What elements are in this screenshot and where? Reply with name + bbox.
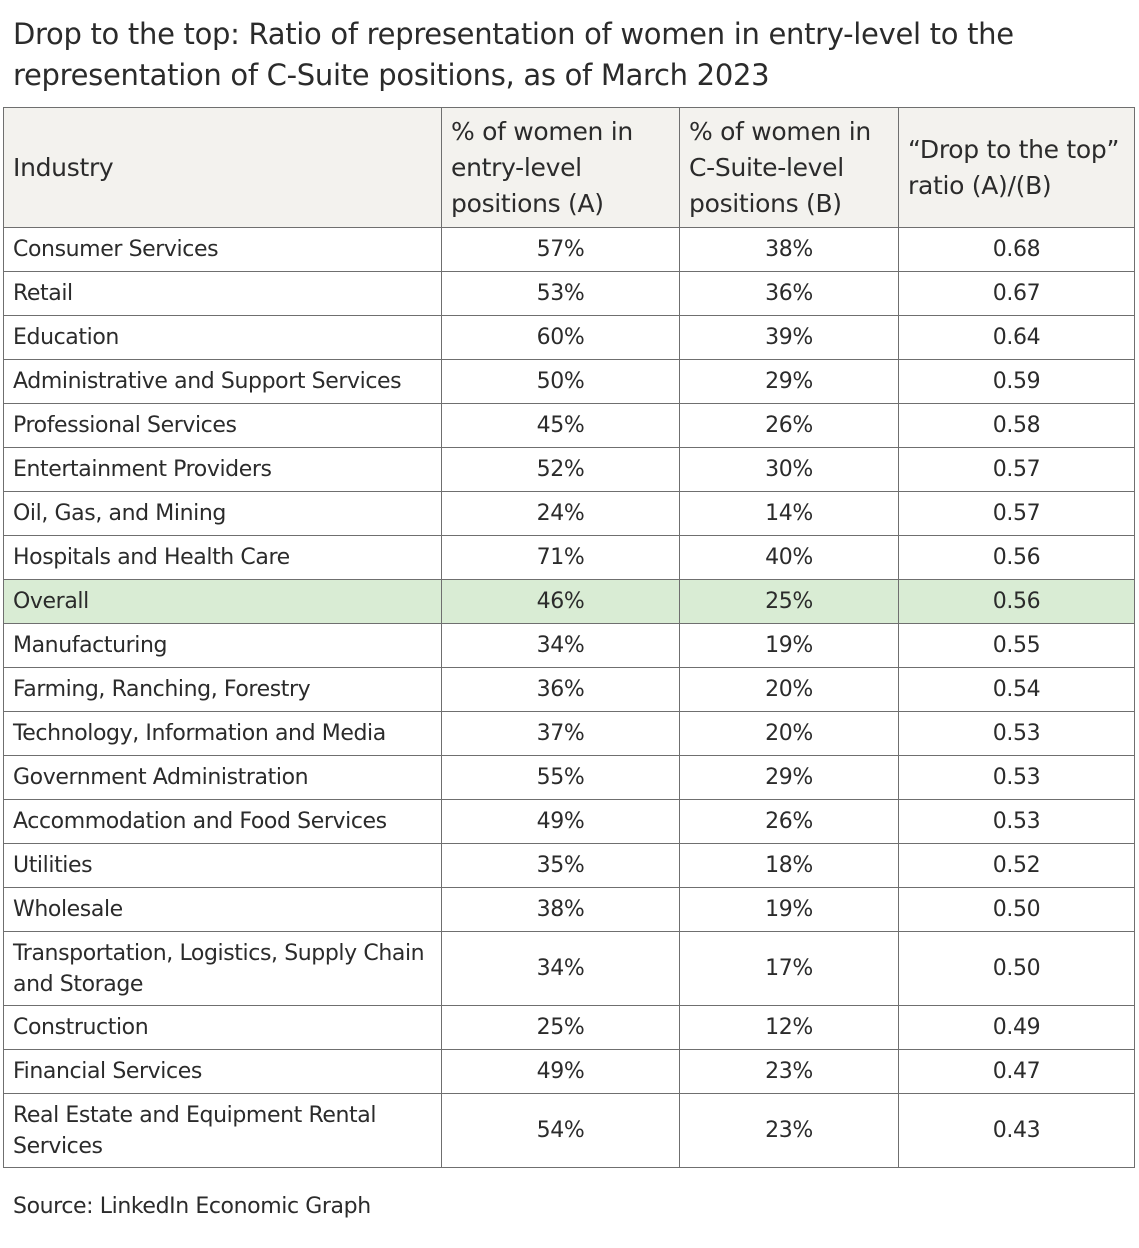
ratio-cell: 0.59	[899, 360, 1135, 404]
industry-cell: Professional Services	[4, 404, 442, 448]
table-row	[4, 712, 1135, 756]
ratio-cell: 0.68	[899, 228, 1135, 272]
industry-cell: Consumer Services	[4, 228, 442, 272]
industry-cell: Wholesale	[4, 888, 442, 932]
ratio-cell: 0.57	[899, 448, 1135, 492]
table-row	[4, 1050, 1135, 1094]
table-body	[4, 228, 1135, 1168]
industry-cell: Utilities	[4, 844, 442, 888]
ratio-cell: 0.49	[899, 1006, 1135, 1050]
entry-level-cell: 25%	[442, 1006, 680, 1050]
csuite-level-cell: 38%	[680, 228, 899, 272]
table-row	[4, 932, 1135, 1006]
table-row	[4, 1006, 1135, 1050]
industry-cell: Administrative and Support Services	[4, 360, 442, 404]
ratio-cell: 0.47	[899, 1050, 1135, 1094]
industry-cell: Retail	[4, 272, 442, 316]
column-header-ratio: “Drop to the top” ratio (A)/(B)	[899, 108, 1135, 228]
ratio-cell: 0.52	[899, 844, 1135, 888]
ratio-cell: 0.54	[899, 668, 1135, 712]
chart-title: Drop to the top: Ratio of representation of women in entry-level to the representation of C-Suite positions, as of March 2023	[13, 17, 1014, 92]
csuite-level-cell: 19%	[680, 624, 899, 668]
ratio-cell: 0.56	[899, 536, 1135, 580]
csuite-level-cell: 23%	[680, 1050, 899, 1094]
entry-level-cell: 46%	[442, 580, 680, 624]
entry-level-cell: 54%	[442, 1094, 680, 1168]
table-row	[4, 404, 1135, 448]
csuite-level-cell: 25%	[680, 580, 899, 624]
industry-cell: Entertainment Providers	[4, 448, 442, 492]
industry-cell: Farming, Ranching, Forestry	[4, 668, 442, 712]
ratio-cell: 0.57	[899, 492, 1135, 536]
csuite-level-cell: 12%	[680, 1006, 899, 1050]
csuite-level-cell: 29%	[680, 756, 899, 800]
table-row	[4, 316, 1135, 360]
entry-level-cell: 37%	[442, 712, 680, 756]
table-row	[4, 580, 1135, 624]
entry-level-cell: 71%	[442, 536, 680, 580]
table-row	[4, 800, 1135, 844]
table-row	[4, 844, 1135, 888]
csuite-level-cell: 18%	[680, 844, 899, 888]
csuite-level-cell: 19%	[680, 888, 899, 932]
entry-level-cell: 38%	[442, 888, 680, 932]
csuite-level-cell: 20%	[680, 712, 899, 756]
ratio-cell: 0.56	[899, 580, 1135, 624]
data-table	[3, 107, 1135, 1168]
csuite-level-cell: 36%	[680, 272, 899, 316]
ratio-cell: 0.55	[899, 624, 1135, 668]
table-row	[4, 888, 1135, 932]
entry-level-cell: 60%	[442, 316, 680, 360]
industry-cell: Overall	[4, 580, 442, 624]
ratio-cell: 0.50	[899, 888, 1135, 932]
csuite-level-cell: 14%	[680, 492, 899, 536]
source-note: Source: LinkedIn Economic Graph	[13, 1194, 371, 1219]
column-header-entry-level: % of women in entry-level positions (A)	[442, 108, 680, 228]
industry-cell: Transportation, Logistics, Supply Chain and Storage	[4, 932, 442, 1006]
table-row	[4, 1094, 1135, 1168]
ratio-cell: 0.53	[899, 756, 1135, 800]
table-row	[4, 228, 1135, 272]
entry-level-cell: 57%	[442, 228, 680, 272]
entry-level-cell: 24%	[442, 492, 680, 536]
entry-level-cell: 55%	[442, 756, 680, 800]
entry-level-cell: 53%	[442, 272, 680, 316]
csuite-level-cell: 26%	[680, 404, 899, 448]
industry-cell: Oil, Gas, and Mining	[4, 492, 442, 536]
csuite-level-cell: 20%	[680, 668, 899, 712]
ratio-cell: 0.67	[899, 272, 1135, 316]
ratio-cell: 0.50	[899, 932, 1135, 1006]
csuite-level-cell: 40%	[680, 536, 899, 580]
csuite-level-cell: 23%	[680, 1094, 899, 1168]
entry-level-cell: 49%	[442, 800, 680, 844]
entry-level-cell: 45%	[442, 404, 680, 448]
industry-cell: Real Estate and Equipment Rental Services	[4, 1094, 442, 1168]
table-row	[4, 272, 1135, 316]
entry-level-cell: 36%	[442, 668, 680, 712]
entry-level-cell: 50%	[442, 360, 680, 404]
industry-cell: Technology, Information and Media	[4, 712, 442, 756]
csuite-level-cell: 30%	[680, 448, 899, 492]
ratio-cell: 0.53	[899, 712, 1135, 756]
table-row	[4, 756, 1135, 800]
entry-level-cell: 35%	[442, 844, 680, 888]
industry-cell: Education	[4, 316, 442, 360]
industry-cell: Construction	[4, 1006, 442, 1050]
table-row	[4, 360, 1135, 404]
ratio-cell: 0.53	[899, 800, 1135, 844]
industry-cell: Financial Services	[4, 1050, 442, 1094]
table-row	[4, 668, 1135, 712]
csuite-level-cell: 17%	[680, 932, 899, 1006]
ratio-cell: 0.64	[899, 316, 1135, 360]
ratio-cell: 0.43	[899, 1094, 1135, 1168]
industry-cell: Hospitals and Health Care	[4, 536, 442, 580]
table-row	[4, 536, 1135, 580]
entry-level-cell: 49%	[442, 1050, 680, 1094]
column-header-csuite-level: % of women in C-Suite-level positions (B)	[680, 108, 899, 228]
csuite-level-cell: 29%	[680, 360, 899, 404]
csuite-level-cell: 39%	[680, 316, 899, 360]
csuite-level-cell: 26%	[680, 800, 899, 844]
header-row	[4, 108, 1135, 228]
ratio-cell: 0.58	[899, 404, 1135, 448]
entry-level-cell: 34%	[442, 624, 680, 668]
entry-level-cell: 52%	[442, 448, 680, 492]
industry-cell: Government Administration	[4, 756, 442, 800]
table-header	[4, 108, 1135, 228]
entry-level-cell: 34%	[442, 932, 680, 1006]
table-row	[4, 448, 1135, 492]
industry-cell: Accommodation and Food Services	[4, 800, 442, 844]
industry-cell: Manufacturing	[4, 624, 442, 668]
table-row	[4, 492, 1135, 536]
column-header-industry: Industry	[4, 108, 442, 228]
table-row	[4, 624, 1135, 668]
